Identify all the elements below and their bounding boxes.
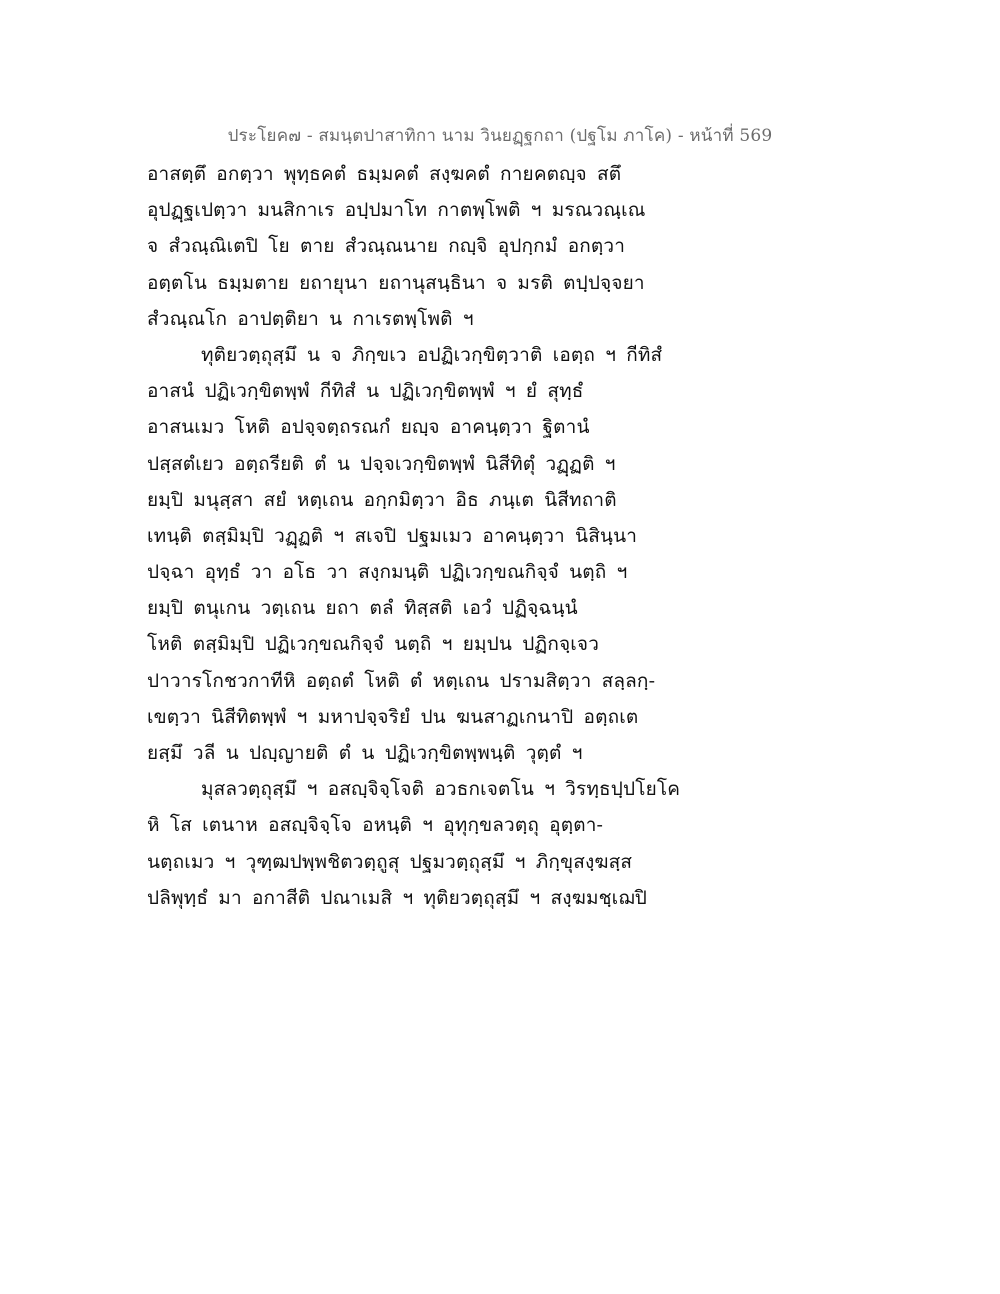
running-header: ประโยค๗ - สมนฺตปาสาทิกา นาม วินยฏฺฐกถา (ปฐโม ภาโค) - หน้าที่ 569 [227, 126, 773, 146]
text-line: จ สํวณฺณิเตปิ โย ตาย สํวณฺณนาย กญฺจิ อุปกฺกมํ อกตฺวา [147, 235, 626, 258]
text-line: อตฺตโน ธมฺมตาย ยถายุนา ยถานุสนฺธินา จ มรติ ตปฺปจฺจยา [147, 271, 645, 294]
text-line: ปาวารโกชวกาทีหิ อตฺถตํ โหติ ตํ หตฺเถน ปรามสิตฺวา สลฺลกฺ- [147, 669, 656, 692]
text-line: เขตฺวา นิสีทิตพฺพํ ฯ มหาปจฺจริยํ ปน ฆนสาฏเกนาปิ อตฺถเต [147, 705, 639, 728]
text-line: เทนฺติ ตสฺมิมฺปิ วฏฺฏติ ฯ สเจปิ ปฐมเมว อาคนฺตฺวา นิสินฺนา [147, 524, 638, 547]
text-line: อุปฏฺฐเปตฺวา มนสิกาเร อปฺปมาโท กาตพฺโพติ ฯ มรณวณฺเณ [147, 199, 646, 222]
text-line: อาสตฺตึ อกตฺวา พุทฺธคตํ ธมฺมคตํ สงฺฆคตํ กายคตญฺจ สตึ [147, 163, 622, 185]
paragraph-first-line: มุสลวตฺถุสฺมึ ฯ อสญฺจิจฺโจติ อวธกเจตโน ฯ วิรทฺธปฺปโยโค [201, 778, 681, 801]
text-line: ปจฺฉา อุทฺธํ วา อโธ วา สงฺกมนฺติ ปฏิเวกฺขณกิจฺจํ นตฺถิ ฯ [147, 561, 628, 584]
paragraph-first-line: ทุติยวตฺถุสฺมึ น จ ภิกฺขเว อปฏิเวกฺขิตฺวาติ เอตฺถ ฯ กีทิสํ [201, 343, 663, 366]
text-line: นตฺถเมว ฯ วุฑฺฒปพฺพชิตวตฺถูสุ ปฐมวตฺถุสฺมึ ฯ ภิกฺขุสงฺฆสฺส [147, 850, 633, 873]
text-line: ยสฺมึ วลี น ปญฺญายติ ตํ น ปฏิเวกฺขิตพฺพนฺติ วุตฺตํ ฯ [147, 742, 583, 764]
text-line: ยมฺปิ ตนุเกน วตฺเถน ยถา ตลํ ทิสฺสติ เอวํ ปฏิจฺฉนฺนํ [147, 597, 578, 620]
body-text [147, 156, 707, 916]
text-line: หิ โส เตนาห อสญฺจิจฺโจ อหนฺติ ฯ อุทุกฺขลวตฺถุ อุตฺตา- [147, 814, 604, 837]
text-line: ปลิพุทฺธํ มา อกาสีติ ปณาเมสิ ฯ ทุติยวตฺถุสฺมึ ฯ สงฺฆมชฺเฌปิ [147, 886, 647, 909]
text-line: สํวณฺณโก อาปตฺติยา น กาเรตพฺโพติ ฯ [147, 307, 474, 330]
text-line: ยมฺปิ มนุสฺสา สยํ หตฺเถน อกฺกมิตฺวา อิธ ภนฺเต นิสีทถาติ [147, 488, 617, 511]
text-line: ปสฺสตํเยว อตฺถรียติ ตํ น ปจฺจเวกฺขิตพฺพํ นิสีทิตุํ วฏฺฏติ ฯ [147, 452, 616, 475]
text-line: อาสนเมว โหติ อปจฺจตฺถรณกํ ยญฺจ อาคนฺตฺวา ฐิตานํ [147, 416, 590, 439]
text-line: โหติ ตสฺมิมฺปิ ปฏิเวกฺขณกิจฺจํ นตฺถิ ฯ ยมฺปน ปฏิกจฺเจว [147, 633, 600, 656]
text-line: อาสนํ ปฏิเวกฺขิตพฺพํ กีทิสํ น ปฏิเวกฺขิตพฺพํ ฯ ยํ สุทฺธํ [147, 380, 584, 403]
